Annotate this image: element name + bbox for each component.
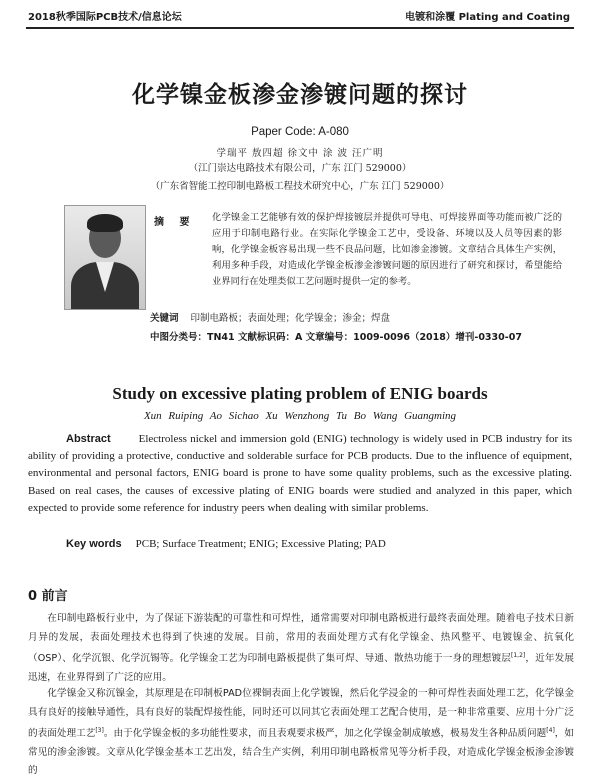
header-left: 2018秋季国际PCB技术/信息论坛 <box>28 12 182 23</box>
header-rule <box>26 27 574 29</box>
para1-text-b: ，近年发展迅速，在业界得到了广泛的应用。 <box>28 653 575 683</box>
title-en: Study on excessive plating problem of ENIG boards <box>112 384 488 403</box>
abstract-en <box>28 431 572 517</box>
keywords-en-text: PCB; Surface Treatment; ENIG; Excessive Plating; PAD <box>135 538 386 550</box>
keywords-cn <box>150 310 390 324</box>
running-header <box>0 0 600 26</box>
para2-ref-2: [4] <box>546 727 555 734</box>
authors-en: Xun Ruiping Ao Sichao Xu Wenzhong Tu Bo Wang Guangming <box>143 410 457 422</box>
body-paragraph-2 <box>28 685 574 781</box>
para2-text-b: 。由于化学镍金板的多功能性要求，而且表观要求极严，加之化学镍金制成敏感，极易发生各种品质问题 <box>103 728 547 740</box>
para1-ref: [1,2] <box>511 652 526 659</box>
abstract-en-text: Electroless nickel and immersion gold (ENIG) technology is widely used in PCB industry for its ability of providing a protective, conductive and solderable surface for PCB products. Due to the influence of equipment, environmental and personal factors, ENIG board is prone to have some quality problems, such as the excessive plating. Based on real cases, the causes of excessive plating of ENIG boards were studied and analyzed in this paper, which expected to provide some reference for industry peers when dealing with similar problems. <box>28 433 572 514</box>
abstract-en-label: Abstract <box>66 433 111 445</box>
keywords-en <box>66 538 386 550</box>
author-photo <box>64 205 146 310</box>
title-cn: 化学镍金板渗金渗镀问题的探讨 <box>132 82 468 108</box>
abstract-cn: 化学镍金工艺能够有效的保护焊接镀层并提供可导电、可焊接界面等功能而被广泛的应用于印制电路行业。在实际化学镍金工艺中，受设备、环境以及人员等因素的影响，化学镍金板容易出现一些不良品问题，比如渗金渗镀。文章结合具体生产实例，利用多种手段，对造成化学镍金板渗金渗镀问题的原因进行了研究和探讨，希望能给业界同行在处理类似工艺问题时提供一定的参考。 <box>212 212 562 287</box>
paper-code: Paper Code: A-080 <box>251 126 349 138</box>
keywords-cn-text: 印制电路板；表面处理；化学镍金；渗金；焊盘 <box>190 313 391 324</box>
keywords-cn-label: 关键词 <box>150 313 179 324</box>
classification-line: 中图分类号：TN41 文献标识码：A 文章编号：1009-0096（2018）增刊-0330-07 <box>150 332 522 343</box>
para2-text-c: ，如常见的渗金渗镀。文章从化学镍金基本工艺出发，结合生产实例，利用印制电路板常见等分析手段，对造成化学镍金板渗金渗镀的 <box>28 728 575 777</box>
para2-text-a: 化学镍金又称沉镍金，其原理是在印制板PAD位裸铜表面上化学镀镍，然后化学浸金的一种可焊性表面处理工艺，化学镍金具有良好的接触导通性，具有良好的装配焊接性能，同时还可以同其它表面处理工艺配合使用，是一种非常重要、应用十分广泛的表面处理工艺 <box>28 688 574 740</box>
section-title: 0 前言 <box>28 589 68 604</box>
authors-cn: 学瑞平 敖四超 徐文中 涂 波 汪广明 <box>216 148 384 159</box>
para2-ref-1: [3] <box>95 727 104 734</box>
body-paragraph-1 <box>28 610 574 687</box>
abstract-cn-label: 摘 要 <box>154 217 196 228</box>
affiliation-2: （广东省智能工控印制电路板工程技术研究中心，广东 江门 529000） <box>150 181 450 192</box>
keywords-en-label: Key words <box>66 538 122 550</box>
header-right: 电镀和涂覆 Plating and Coating <box>405 12 570 23</box>
para1-text-a: 在印制电路板行业中，为了保证下游装配的可靠性和可焊性，通常需要对印制电路板进行最终表面处理。随着电子技术日新月异的发展，表面处理技术也得到了快速的发展。目前，常用的表面处理方式有化学镍金、热风整平、电镀镍金、抗氧化（OSP）、化学沉银、化学沉锡等。化学镍金工艺为印制电路板提供了集可焊、导通、散热功能于一身的理想镀层 <box>28 613 574 665</box>
affiliation-1: （江门崇达电路技术有限公司，广东 江门 529000） <box>188 163 412 174</box>
photo-hair <box>87 214 123 232</box>
